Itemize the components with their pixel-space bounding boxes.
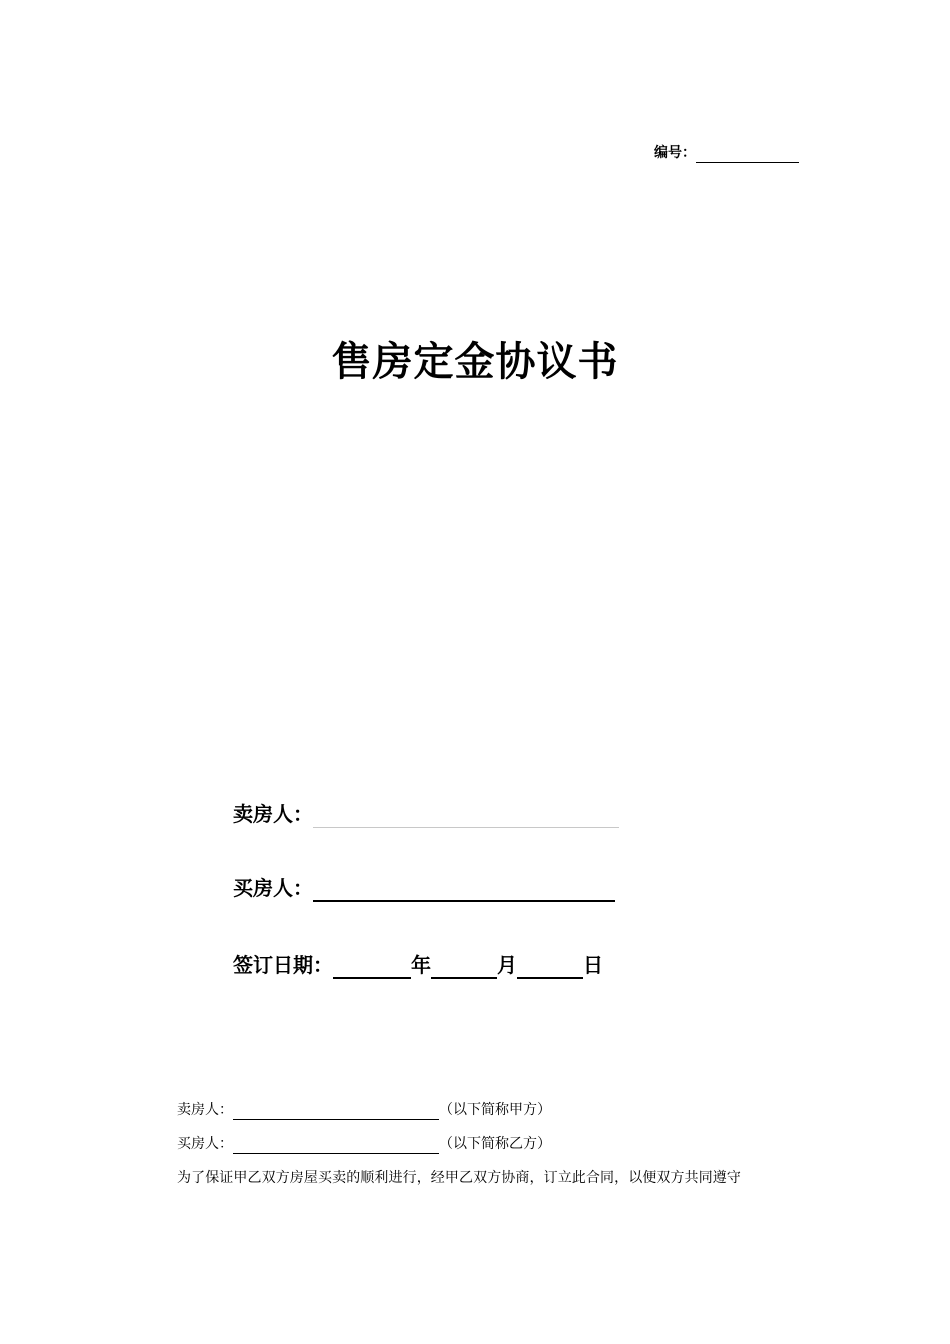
cover-buyer-label: 买房人： — [233, 876, 313, 900]
body-buyer-blank[interactable] — [233, 1138, 439, 1154]
cover-month-blank[interactable] — [431, 957, 497, 979]
cover-date-label: 签订日期： — [233, 953, 333, 977]
cover-seller-line — [233, 800, 619, 828]
cover-day-blank[interactable] — [517, 957, 583, 979]
serial-number — [654, 143, 799, 163]
serial-number-label: 编号： — [654, 145, 696, 161]
cover-day-label: 日 — [583, 953, 603, 977]
body-buyer-label: 买房人： — [177, 1136, 233, 1152]
body-intro-paragraph: 为了保证甲乙双方房屋买卖的顺利进行，经甲乙双方协商，订立此合同，以便双方共同遵守 — [177, 1170, 741, 1186]
body-seller-blank[interactable] — [233, 1104, 439, 1120]
body-seller-note: （以下简称甲方） — [439, 1102, 551, 1118]
body-buyer-note: （以下简称乙方） — [439, 1136, 551, 1152]
cover-year-blank[interactable] — [333, 957, 411, 979]
serial-number-blank[interactable] — [696, 146, 799, 163]
cover-seller-label: 卖房人： — [233, 802, 313, 826]
cover-buyer-line — [233, 874, 615, 902]
cover-buyer-blank[interactable] — [313, 880, 615, 902]
cover-month-label: 月 — [497, 953, 517, 977]
body-seller-line — [177, 1100, 551, 1120]
document-title: 售房定金协议书 — [331, 338, 619, 385]
cover-year-label: 年 — [411, 953, 431, 977]
body-buyer-line — [177, 1134, 551, 1154]
body-seller-label: 卖房人： — [177, 1102, 233, 1118]
cover-date-line — [233, 951, 603, 979]
cover-seller-blank[interactable] — [313, 807, 619, 828]
